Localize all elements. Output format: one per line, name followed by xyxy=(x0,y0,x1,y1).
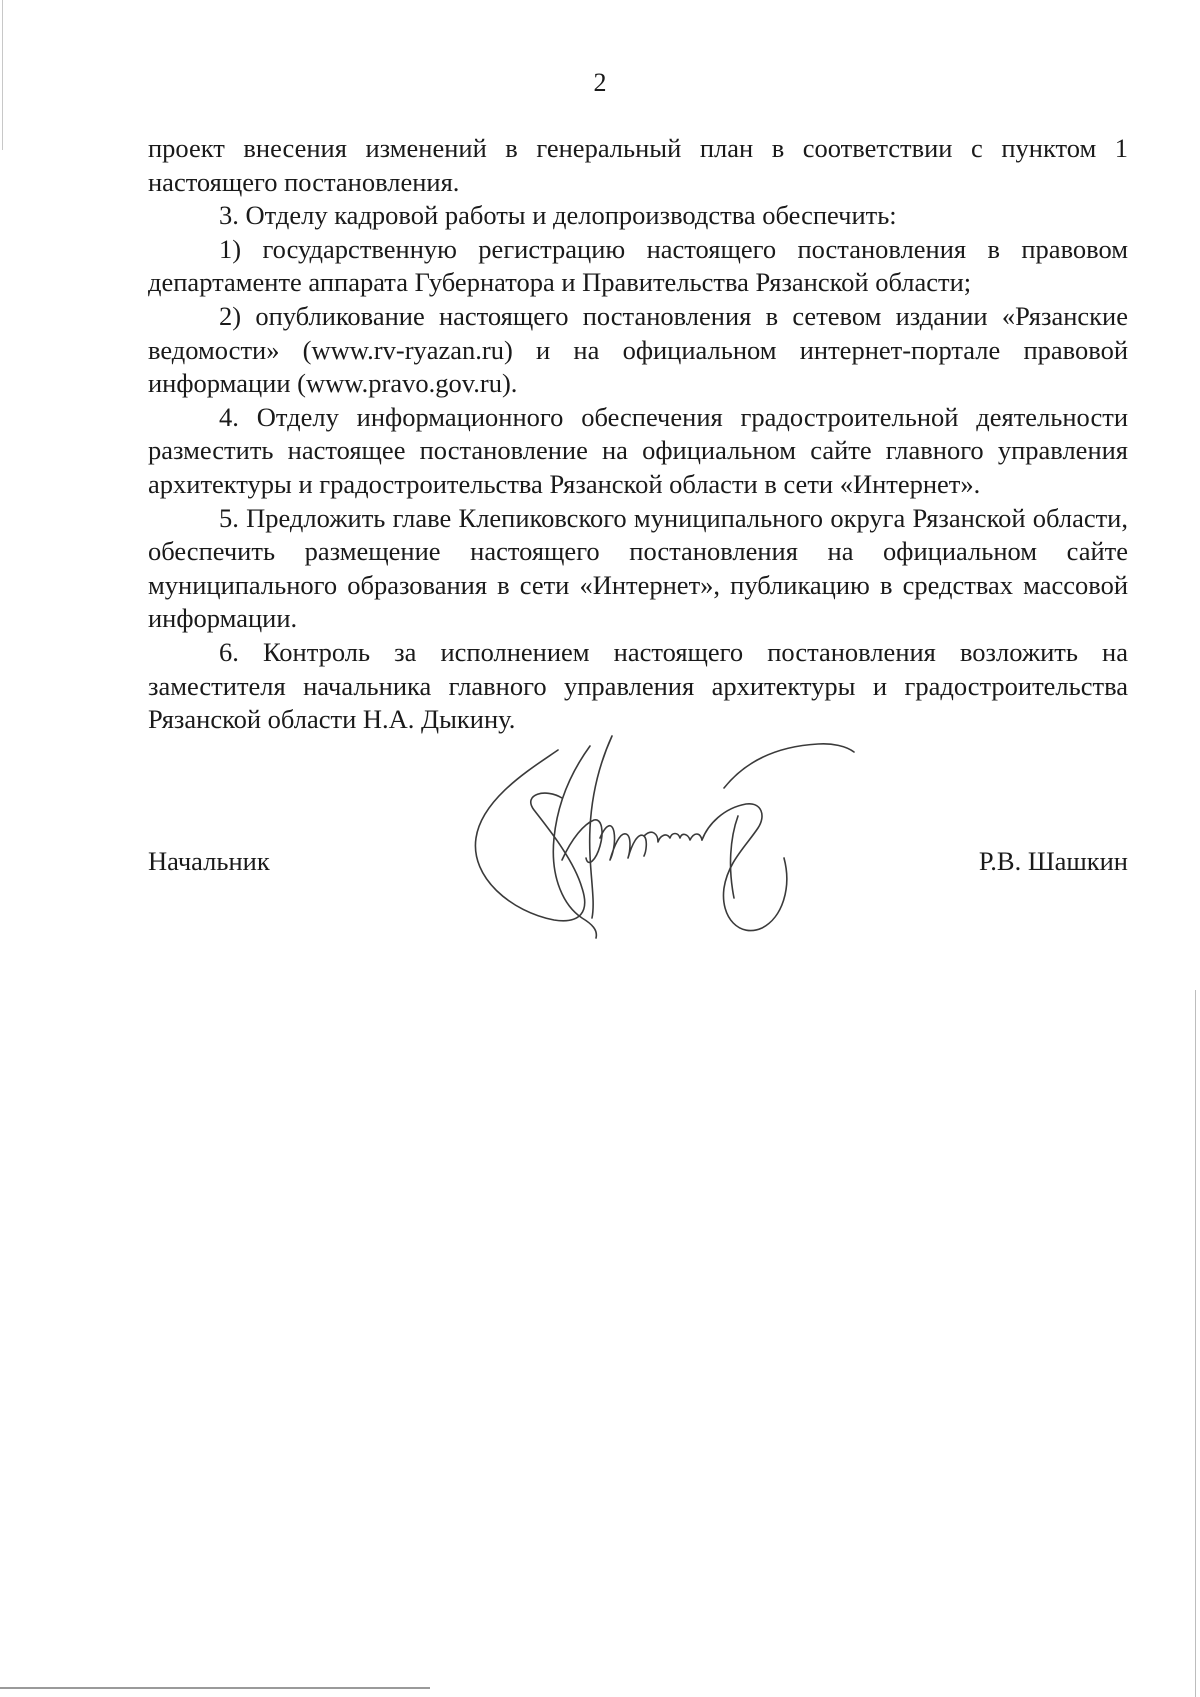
paragraph-subitem-1: 1) государственную регистрацию настоящего постановления в правовом департаменте аппарата Губернатора и Правительства Рязанской области; xyxy=(148,233,1128,298)
paragraph-item-5: 5. Предложить главе Клепиковского муниципального округа Рязанской области, обеспечить размещение настоящего постановления на официальном сайте муниципального образования в сети «Интернет», публикацию в средствах массовой информации. xyxy=(148,502,1128,634)
page-number: 2 xyxy=(593,68,607,97)
document-body xyxy=(148,132,1128,737)
signatory-name: Р.В. Шашкин xyxy=(978,846,1128,876)
scan-edge-bottom xyxy=(0,1687,430,1689)
paragraph-subitem-2: 2) опубликование настоящего постановления в сетевом издании «Рязанские ведомости» (www.rv-ryazan.ru) и на официальном интернет-портале правовой информации (www.pravo.gov.ru). xyxy=(148,300,1128,399)
scan-edge-right xyxy=(1195,990,1196,1697)
paragraph-item-6: 6. Контроль за исполнением настоящего постановления возложить на заместителя начальника главного управления архитектуры и градостроительства Рязанской области Н.А. Дыкину. xyxy=(148,636,1128,735)
paragraph-item-4: 4. Отделу информационного обеспечения градостроительной деятельности разместить настоящее постановление на официальном сайте главного управления архитектуры и градостроительства Рязанской области в сети «Интернет». xyxy=(148,401,1128,499)
handwritten-signature xyxy=(462,728,862,978)
signatory-position: Начальник xyxy=(148,846,270,876)
paragraph-item-3: 3. Отделу кадровой работы и делопроизводства обеспечить: xyxy=(219,200,897,231)
paragraph-continuation: проект внесения изменений в генеральный план в соответствии с пунктом 1 настоящего постановления. xyxy=(148,133,1128,197)
